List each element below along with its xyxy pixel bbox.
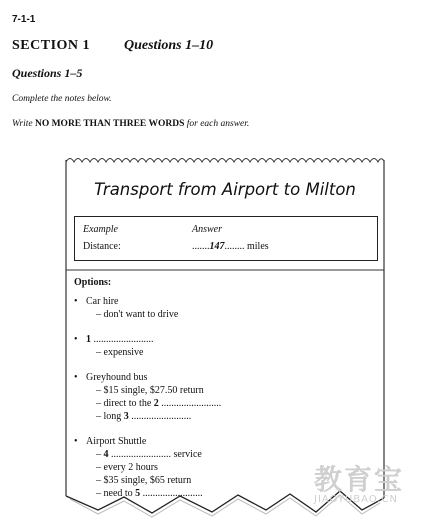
bullet-icon: •: [74, 334, 78, 345]
option-detail: – expensive: [96, 347, 144, 358]
page-code: 7-1-1: [12, 14, 36, 25]
blank-question-4: – 4 ........................ service: [96, 449, 202, 460]
blank-question-2: – direct to the 2 ........................: [96, 398, 222, 409]
form-title: Transport from Airport to Milton: [94, 180, 356, 199]
option-detail: – every 2 hours: [96, 462, 158, 473]
option-detail: – don't want to drive: [96, 309, 179, 320]
bullet-icon: •: [74, 436, 78, 447]
distance-answer: 147: [209, 241, 225, 252]
bullet-icon: •: [74, 372, 78, 383]
section-heading: SECTION 1: [12, 38, 91, 53]
bullet-icon: •: [74, 296, 78, 307]
answer-label: Answer: [192, 224, 222, 235]
option-greyhound-bus: Greyhound bus: [86, 372, 148, 383]
option-airport-shuttle: Airport Shuttle: [86, 436, 147, 447]
instruction-word-limit: Write NO MORE THAN THREE WORDS for each answer.: [12, 119, 250, 129]
blank-question-3: – long 3 ........................: [96, 411, 192, 422]
instruction-complete-notes: Complete the notes below.: [12, 94, 112, 104]
example-box: [74, 216, 378, 261]
watermark-logo: 教育宝 JIAOYUBAO.CN: [314, 463, 405, 505]
option-detail: – $35 single, $65 return: [96, 475, 192, 486]
options-label: Options:: [74, 277, 112, 288]
distance-label: Distance:: [83, 241, 121, 252]
questions-subheading: Questions 1–5: [12, 66, 83, 80]
example-label: Example: [83, 224, 118, 235]
blank-question-5: – need to 5 ........................: [96, 488, 203, 499]
distance-value: .......147........ miles: [192, 241, 269, 252]
option-car-hire: Car hire: [86, 296, 119, 307]
blank-question-1: 1 ........................: [86, 334, 154, 345]
questions-range: Questions 1–10: [124, 38, 214, 53]
option-detail: – $15 single, $27.50 return: [96, 385, 204, 396]
